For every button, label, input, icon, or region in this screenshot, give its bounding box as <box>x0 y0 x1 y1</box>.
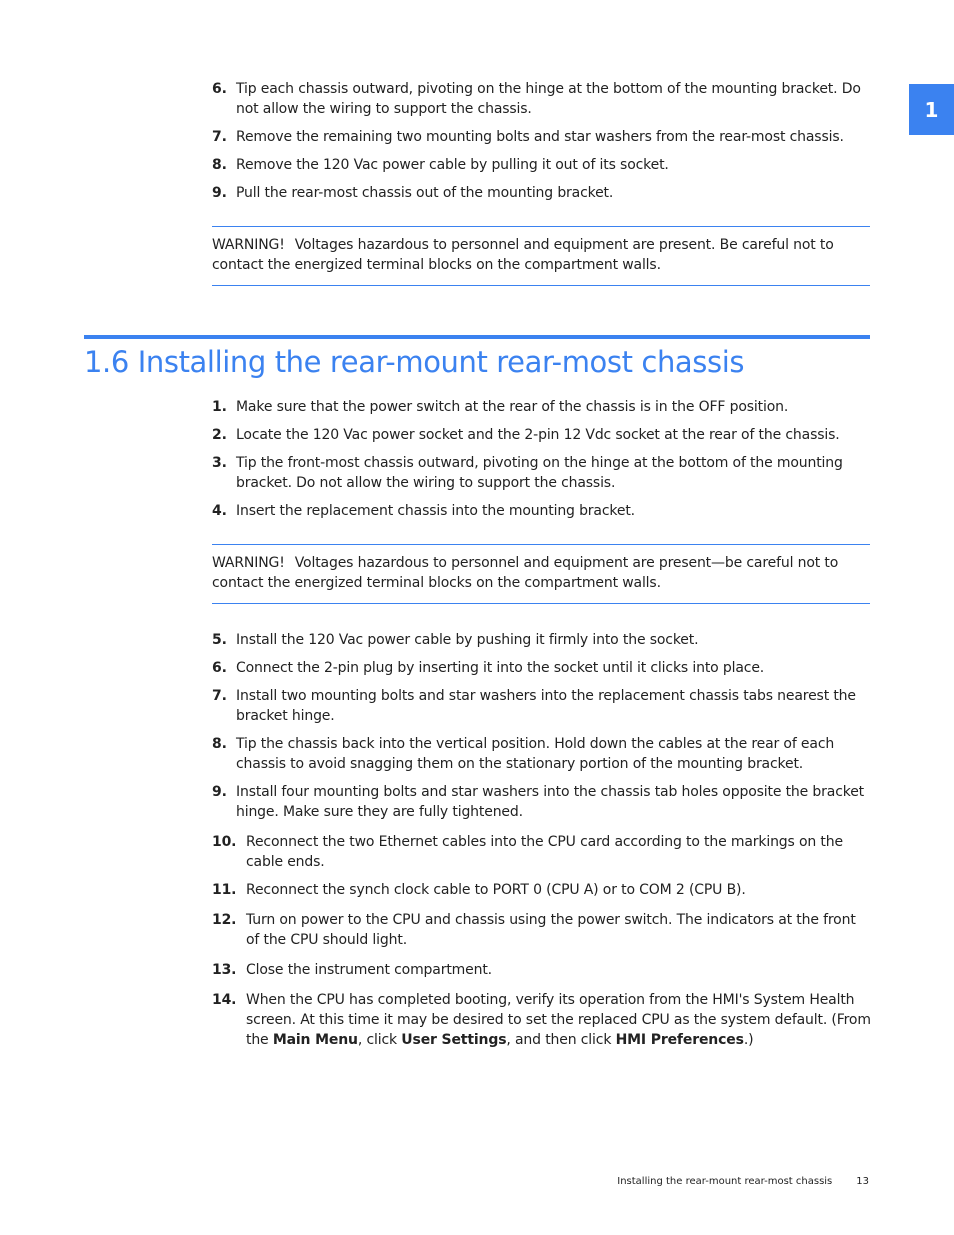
warning-label: WARNING! <box>212 555 285 571</box>
list-item <box>212 397 872 417</box>
step-text: Close the instrument compartment. <box>246 962 492 978</box>
step-text: Reconnect the synch clock cable to PORT 0 (CPU A) or to COM 2 (CPU B). <box>246 882 746 898</box>
step-text: Remove the 120 Vac power cable by pulling it out of its socket. <box>236 157 669 173</box>
warning-text: Voltages hazardous to personnel and equipment are present—be careful not to contact the energized terminal blocks on the compartment walls. <box>212 555 839 591</box>
list-item <box>212 910 872 950</box>
list-item <box>212 127 872 147</box>
steps-list-a <box>212 397 872 529</box>
step-text: Reconnect the two Ethernet cables into the CPU card according to the markings on the cable ends. <box>246 834 843 870</box>
step-number: 2. <box>212 427 227 443</box>
step-number: 9. <box>212 784 227 800</box>
step-number: 14. <box>212 992 237 1008</box>
step-number: 6. <box>212 660 227 676</box>
list-item <box>212 183 872 203</box>
list-item <box>212 79 872 119</box>
list-item <box>212 501 872 521</box>
list-item <box>212 425 872 445</box>
step-number: 10. <box>212 834 237 850</box>
list-item <box>212 734 872 774</box>
step-text-part: When the CPU has completed booting, verify its operation from the HMI's System Health screen. At this time it may be desired to set the replaced CPU as the system default. (From the <box>246 992 871 1048</box>
list-item <box>212 832 872 872</box>
steps-list-c <box>212 832 872 1058</box>
step-number: 3. <box>212 455 227 471</box>
step-number: 13. <box>212 962 237 978</box>
menu-name: Main Menu <box>272 1032 358 1048</box>
step-number: 5. <box>212 632 227 648</box>
step-text: Locate the 120 Vac power socket and the 2-pin 12 Vdc socket at the rear of the chassis. <box>236 427 840 443</box>
step-text-part: , and then click <box>506 1032 616 1048</box>
step-text: Install four mounting bolts and star washers into the chassis tab holes opposite the bracket hinge. Make sure they are fully tightened. <box>236 784 864 820</box>
warning-box <box>212 544 870 604</box>
list-item <box>212 782 872 822</box>
step-text: Install the 120 Vac power cable by pushing it firmly into the socket. <box>236 632 699 648</box>
step-text: Tip the chassis back into the vertical position. Hold down the cables at the rear of each chassis to avoid snagging them on the stationary portion of the mounting bracket. <box>236 736 835 772</box>
list-item <box>212 155 872 175</box>
step-text: Remove the remaining two mounting bolts and star washers from the rear-most chassis. <box>236 129 844 145</box>
step-number: 7. <box>212 688 227 704</box>
list-item <box>212 880 872 900</box>
list-item <box>212 686 872 726</box>
step-number: 6. <box>212 81 227 97</box>
warning-box <box>212 226 870 286</box>
section-title: 1.6 Installing the rear-mount rear-most chassis <box>84 345 745 379</box>
chapter-tab: 1 <box>909 84 954 135</box>
step-text: Make sure that the power switch at the rear of the chassis is in the OFF position. <box>236 399 789 415</box>
step-text: Tip each chassis outward, pivoting on the hinge at the bottom of the mounting bracket. Do not allow the wiring to support the chassis. <box>236 81 861 117</box>
step-number: 1. <box>212 399 227 415</box>
menu-name: User Settings <box>401 1032 507 1048</box>
list-item <box>212 658 872 678</box>
step-number: 7. <box>212 129 227 145</box>
steps-list-b <box>212 630 872 830</box>
warning-text: Voltages hazardous to personnel and equipment are present. Be careful not to contact the energized terminal blocks on the compartment walls. <box>212 237 834 273</box>
step-number: 8. <box>212 157 227 173</box>
list-item <box>212 960 872 980</box>
step-text-part: .) <box>743 1032 754 1048</box>
step-text-part: , click <box>357 1032 402 1048</box>
page-footer <box>617 1176 869 1187</box>
step-text: Pull the rear-most chassis out of the mounting bracket. <box>236 185 614 201</box>
list-item <box>212 990 872 1050</box>
step-number: 9. <box>212 185 227 201</box>
running-title: Installing the rear-mount rear-most chassis <box>617 1176 833 1187</box>
warning-label: WARNING! <box>212 237 285 253</box>
step-number: 4. <box>212 503 227 519</box>
step-text: Connect the 2-pin plug by inserting it into the socket until it clicks into place. <box>236 660 765 676</box>
step-number: 8. <box>212 736 227 752</box>
section-rule <box>84 335 870 339</box>
step-text: Turn on power to the CPU and chassis using the power switch. The indicators at the front of the CPU should light. <box>246 912 856 948</box>
step-number: 12. <box>212 912 237 928</box>
menu-name: HMI Preferences <box>615 1032 744 1048</box>
step-text <box>246 990 872 1050</box>
list-item <box>212 630 872 650</box>
page-number: 13 <box>856 1176 869 1187</box>
step-text: Install two mounting bolts and star washers into the replacement chassis tabs nearest the bracket hinge. <box>236 688 856 724</box>
list-item <box>212 453 872 493</box>
step-number: 11. <box>212 882 237 898</box>
step-text: Insert the replacement chassis into the mounting bracket. <box>236 503 635 519</box>
step-text: Tip the front-most chassis outward, pivoting on the hinge at the bottom of the mounting bracket. Do not allow the wiring to support the chassis. <box>236 455 843 491</box>
steps-list-top <box>212 79 872 211</box>
